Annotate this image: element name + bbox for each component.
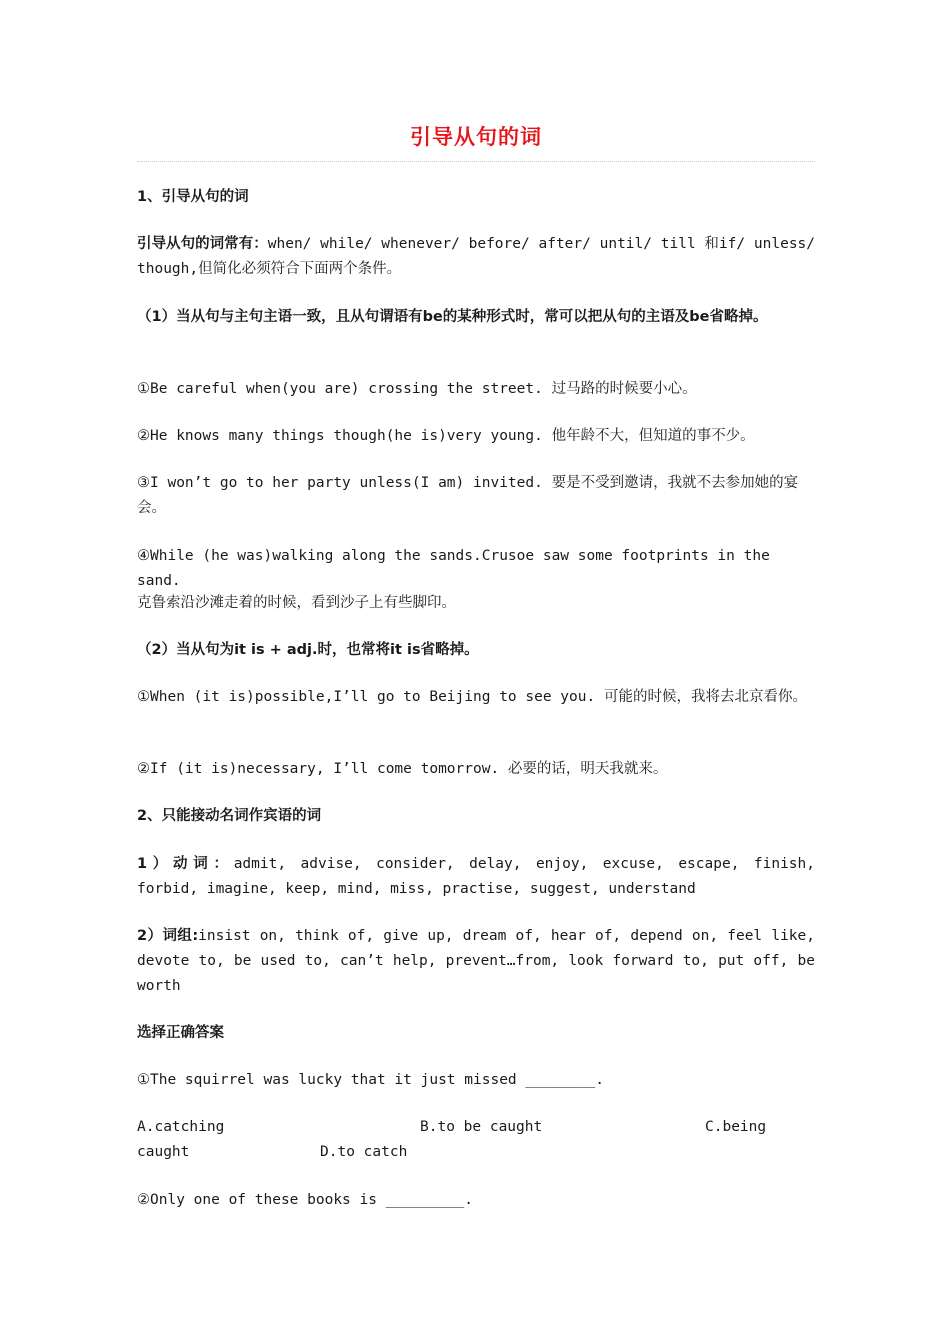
section-2-heading: 2、只能接动名词作宾语的词	[137, 808, 322, 824]
example-1: ①Be careful when(you are) crossing the street. 过马路的时候要小心。	[137, 381, 697, 397]
rule-2: （2）当从句为it is + adj.时，也常将it is省略掉。	[137, 642, 479, 658]
page-title: 引导从句的词	[410, 125, 542, 149]
question-1: ①The squirrel was lucky that it just missed ________.	[137, 1072, 604, 1088]
phrases-list	[137, 924, 815, 999]
option-c: C.being	[705, 1119, 767, 1135]
phrases-label: 2）词组:	[137, 928, 199, 944]
verbs-text: admit, advise, consider, delay, enjoy, excuse, escape, finish, forbid, imagine, keep, mind, miss, practise, suggest, understand	[137, 856, 815, 897]
section-1-heading: 1、引导从句的词	[137, 189, 249, 205]
example-6: ②If (it is)necessary, I’ll come tomorrow. 必要的话，明天我就来。	[137, 761, 668, 777]
title-divider	[137, 161, 815, 162]
verbs-list	[137, 852, 815, 902]
question-1-options	[137, 1115, 815, 1165]
option-d: D.to catch	[320, 1144, 408, 1160]
example-4-translation: 克鲁索沿沙滩走着的时候，看到沙子上有些脚印。	[137, 595, 456, 611]
intro-label: 引导从句的词常有：	[137, 236, 268, 252]
option-c-continued: caught	[137, 1144, 190, 1160]
option-b: B.to be caught	[420, 1119, 543, 1135]
option-a: A.catching	[137, 1119, 225, 1135]
example-4: ④While (he was)walking along the sands.Crusoe saw some footprints in the sand.	[137, 548, 770, 589]
example-2: ②He knows many things though(he is)very young. 他年龄不大，但知道的事不少。	[137, 428, 755, 444]
example-5: ①When (it is)possible,I’ll go to Beijing to see you. 可能的时候，我将去北京看你。	[137, 689, 807, 705]
question-2: ②Only one of these books is _________.	[137, 1192, 473, 1208]
rule-1: （1）当从句与主句主语一致，且从句谓语有be的某种形式时，常可以把从句的主语及be省略掉。	[137, 309, 768, 325]
verbs-label: 1）动词：	[137, 856, 234, 872]
intro-text: when/ while/ whenever/ before/ after/ until/ till 和if/ unless/ though,但简化必须符合下面两个条件。	[137, 236, 816, 277]
section-1-intro	[137, 232, 815, 282]
quiz-heading: 选择正确答案	[137, 1025, 224, 1041]
example-3: ③I won’t go to her party unless(I am) invited. 要是不受到邀请，我就不去参加她的宴会。	[137, 475, 799, 516]
phrases-text: insist on, think of, give up, dream of, hear of, depend on, feel like, devote to, be used to, can’t help, prevent…from, look forward to, put off, be worth	[137, 928, 815, 994]
